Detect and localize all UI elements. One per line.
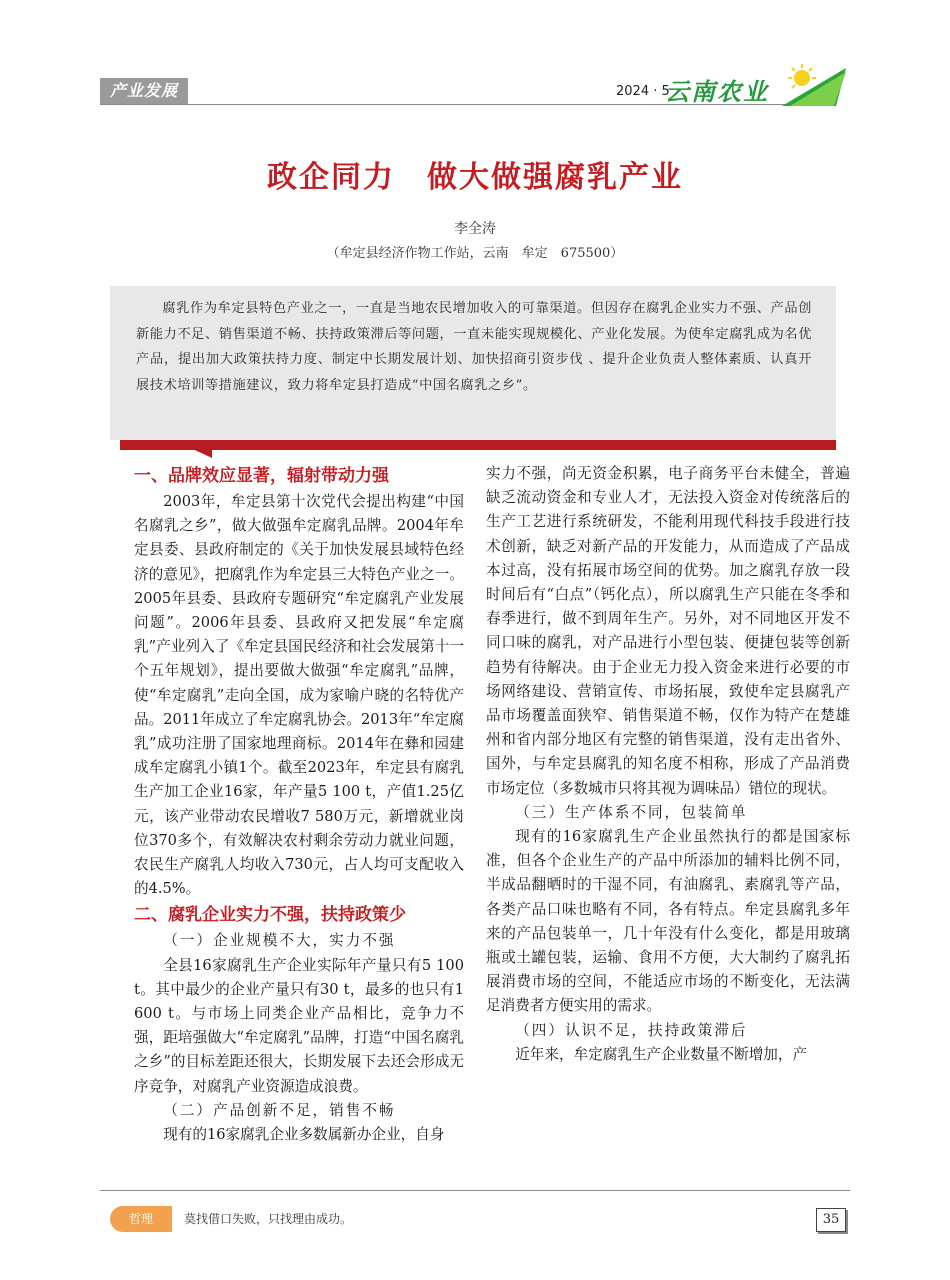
footer-tag: 哲理: [110, 1206, 172, 1232]
paragraph: 现有的16家腐乳生产企业虽然执行的都是国家标准，但各个企业生产的产品中所添加的辅料比例不同，半成品翻晒时的干湿不同，有油腐乳、素腐乳等产品，各类产品口味也略有不同，各有特点。牟定县腐乳多年来的产品包装单一，几十年没有什么变化，都是用玻璃瓶或土罐包装，运输、食用不方便，大大制约了腐乳拓展消费市场的空间，不能适应市场的不断变化，无法满足消费者方便实用的需求。: [486, 828, 850, 1015]
subsection-heading: （二）产品创新不足，销售不畅: [163, 1101, 396, 1119]
subsection-heading: （四）认识不足，扶持政策滞后: [515, 1021, 748, 1039]
page-number: 35: [816, 1208, 846, 1232]
sun-leaf-logo-icon: [776, 62, 852, 106]
subsection-heading: （三）生产体系不同，包装简单: [515, 803, 748, 821]
left-column: [134, 462, 464, 1147]
abstract-frame-tail: [182, 444, 212, 458]
author-affiliation: （牟定县经济作物工作站，云南 牟定 675500）: [326, 246, 624, 261]
section-tag: 产业发展: [100, 78, 188, 104]
footer-quote: 莫找借口失败，只找理由成功。: [184, 1212, 353, 1226]
issue-number: 2024 · 5: [616, 84, 670, 99]
paragraph: 实力不强，尚无资金积累，电子商务平台未健全，普遍缺乏流动资金和专业人才，无法投入资金对传统落后的生产工艺进行系统研发，不能利用现代科技手段进行技术创新，缺乏对新产品的开发能力，从而造成了产品成本过高，没有拓展市场空间的优势。加之腐乳存放一段时间后有“白点”（钙化点），所以腐乳生产只能在冬季和春季进行，做不到周年生产。另外，对不同地区开发不同口味的腐乳，对产品进行小型包装、便捷包装等创新趋势有待解决。由于企业无力投入资金来进行必要的市场网络建设、营销宣传、市场拓展，致使牟定县腐乳产品市场覆盖面狭窄、销售渠道不畅，仅作为特产在楚雄州和省内部分地区有完整的销售渠道，没有走出省外、国外，与牟定县腐乳的知名度不相称，形成了产品消费市场定位（多数城市只将其视为调味品）错位的现状。: [486, 465, 850, 797]
right-column: [486, 462, 850, 1067]
article-title: 政企同力 做大做强腐乳产业: [267, 160, 683, 195]
footer-divider: [100, 1190, 850, 1191]
paragraph: 近年来，牟定腐乳生产企业数量不断增加，产: [515, 1045, 808, 1063]
section-heading-2: 二、腐乳企业实力不强，扶持政策少: [134, 905, 406, 926]
paragraph: 现有的16家腐乳企业多数属新办企业，自身: [163, 1126, 445, 1144]
article-author: 李全涛: [454, 221, 496, 237]
magazine-title: 云南农业: [665, 77, 769, 106]
abstract-box: 腐乳作为牟定县特色产业之一，一直是当地农民增加收入的可靠渠道。但因存在腐乳企业实力不强、产品创新能力不足、销售渠道不畅、扶持政策滞后等问题，一直未能实现规模化、产业化发展。为使牟定腐乳成为名优产品，提出加大政策扶持力度、制定中长期发展计划、加快招商引资步伐 、提升企业负责人整体素质、认真开展技术培训等措施建议，致力将牟定县打造成“中国名腐乳之乡”。: [110, 286, 836, 440]
paragraph: 全县16家腐乳生产企业实际年产量只有5 100 t。其中最少的企业产量只有30 t，最多的也只有1 600 t。与市场上同类企业产品相比，竞争力不强，距培强做大“牟定腐乳”品牌，打造“中国名腐乳之乡”的目标差距还很大，长期发展下去还会形成无序竞争，对腐乳产业资源造成浪费。: [134, 956, 464, 1095]
paragraph: 2003年，牟定县第十次党代会提出构建“中国名腐乳之乡”，做大做强牟定腐乳品牌。2004年牟定县委、县政府制定的《关于加快发展县域特色经济的意见》，把腐乳作为牟定县三大特色产业之一。2005年县委、县政府专题研究“牟定腐乳产业发展问题”。2006年县委、县政府又把发展“牟定腐乳”产业列入了《牟定县国民经济和社会发展第十一个五年规划》，提出要做大做强“牟定腐乳”品牌，使“牟定腐乳”走向全国，成为家喻户晓的名特优产品。2011年成立了牟定腐乳协会。2013年“牟定腐乳”成功注册了国家地理商标。2014年在彝和园建成牟定腐乳小镇1个。截至2023年，牟定县有腐乳生产加工企业16家，年产量5 100 t，产值1.25亿元，该产业带动农民增收7 580万元，新增就业岗位370多个，有效解决农村剩余劳动力就业问题，农民生产腐乳人均收入730元，占人均可支配收入的4.5%。: [134, 493, 464, 898]
section-heading-1: 一、品牌效应显著，辐射带动力强: [134, 466, 389, 486]
subsection-heading: （一）企业规模不大，实力不强: [163, 932, 396, 950]
